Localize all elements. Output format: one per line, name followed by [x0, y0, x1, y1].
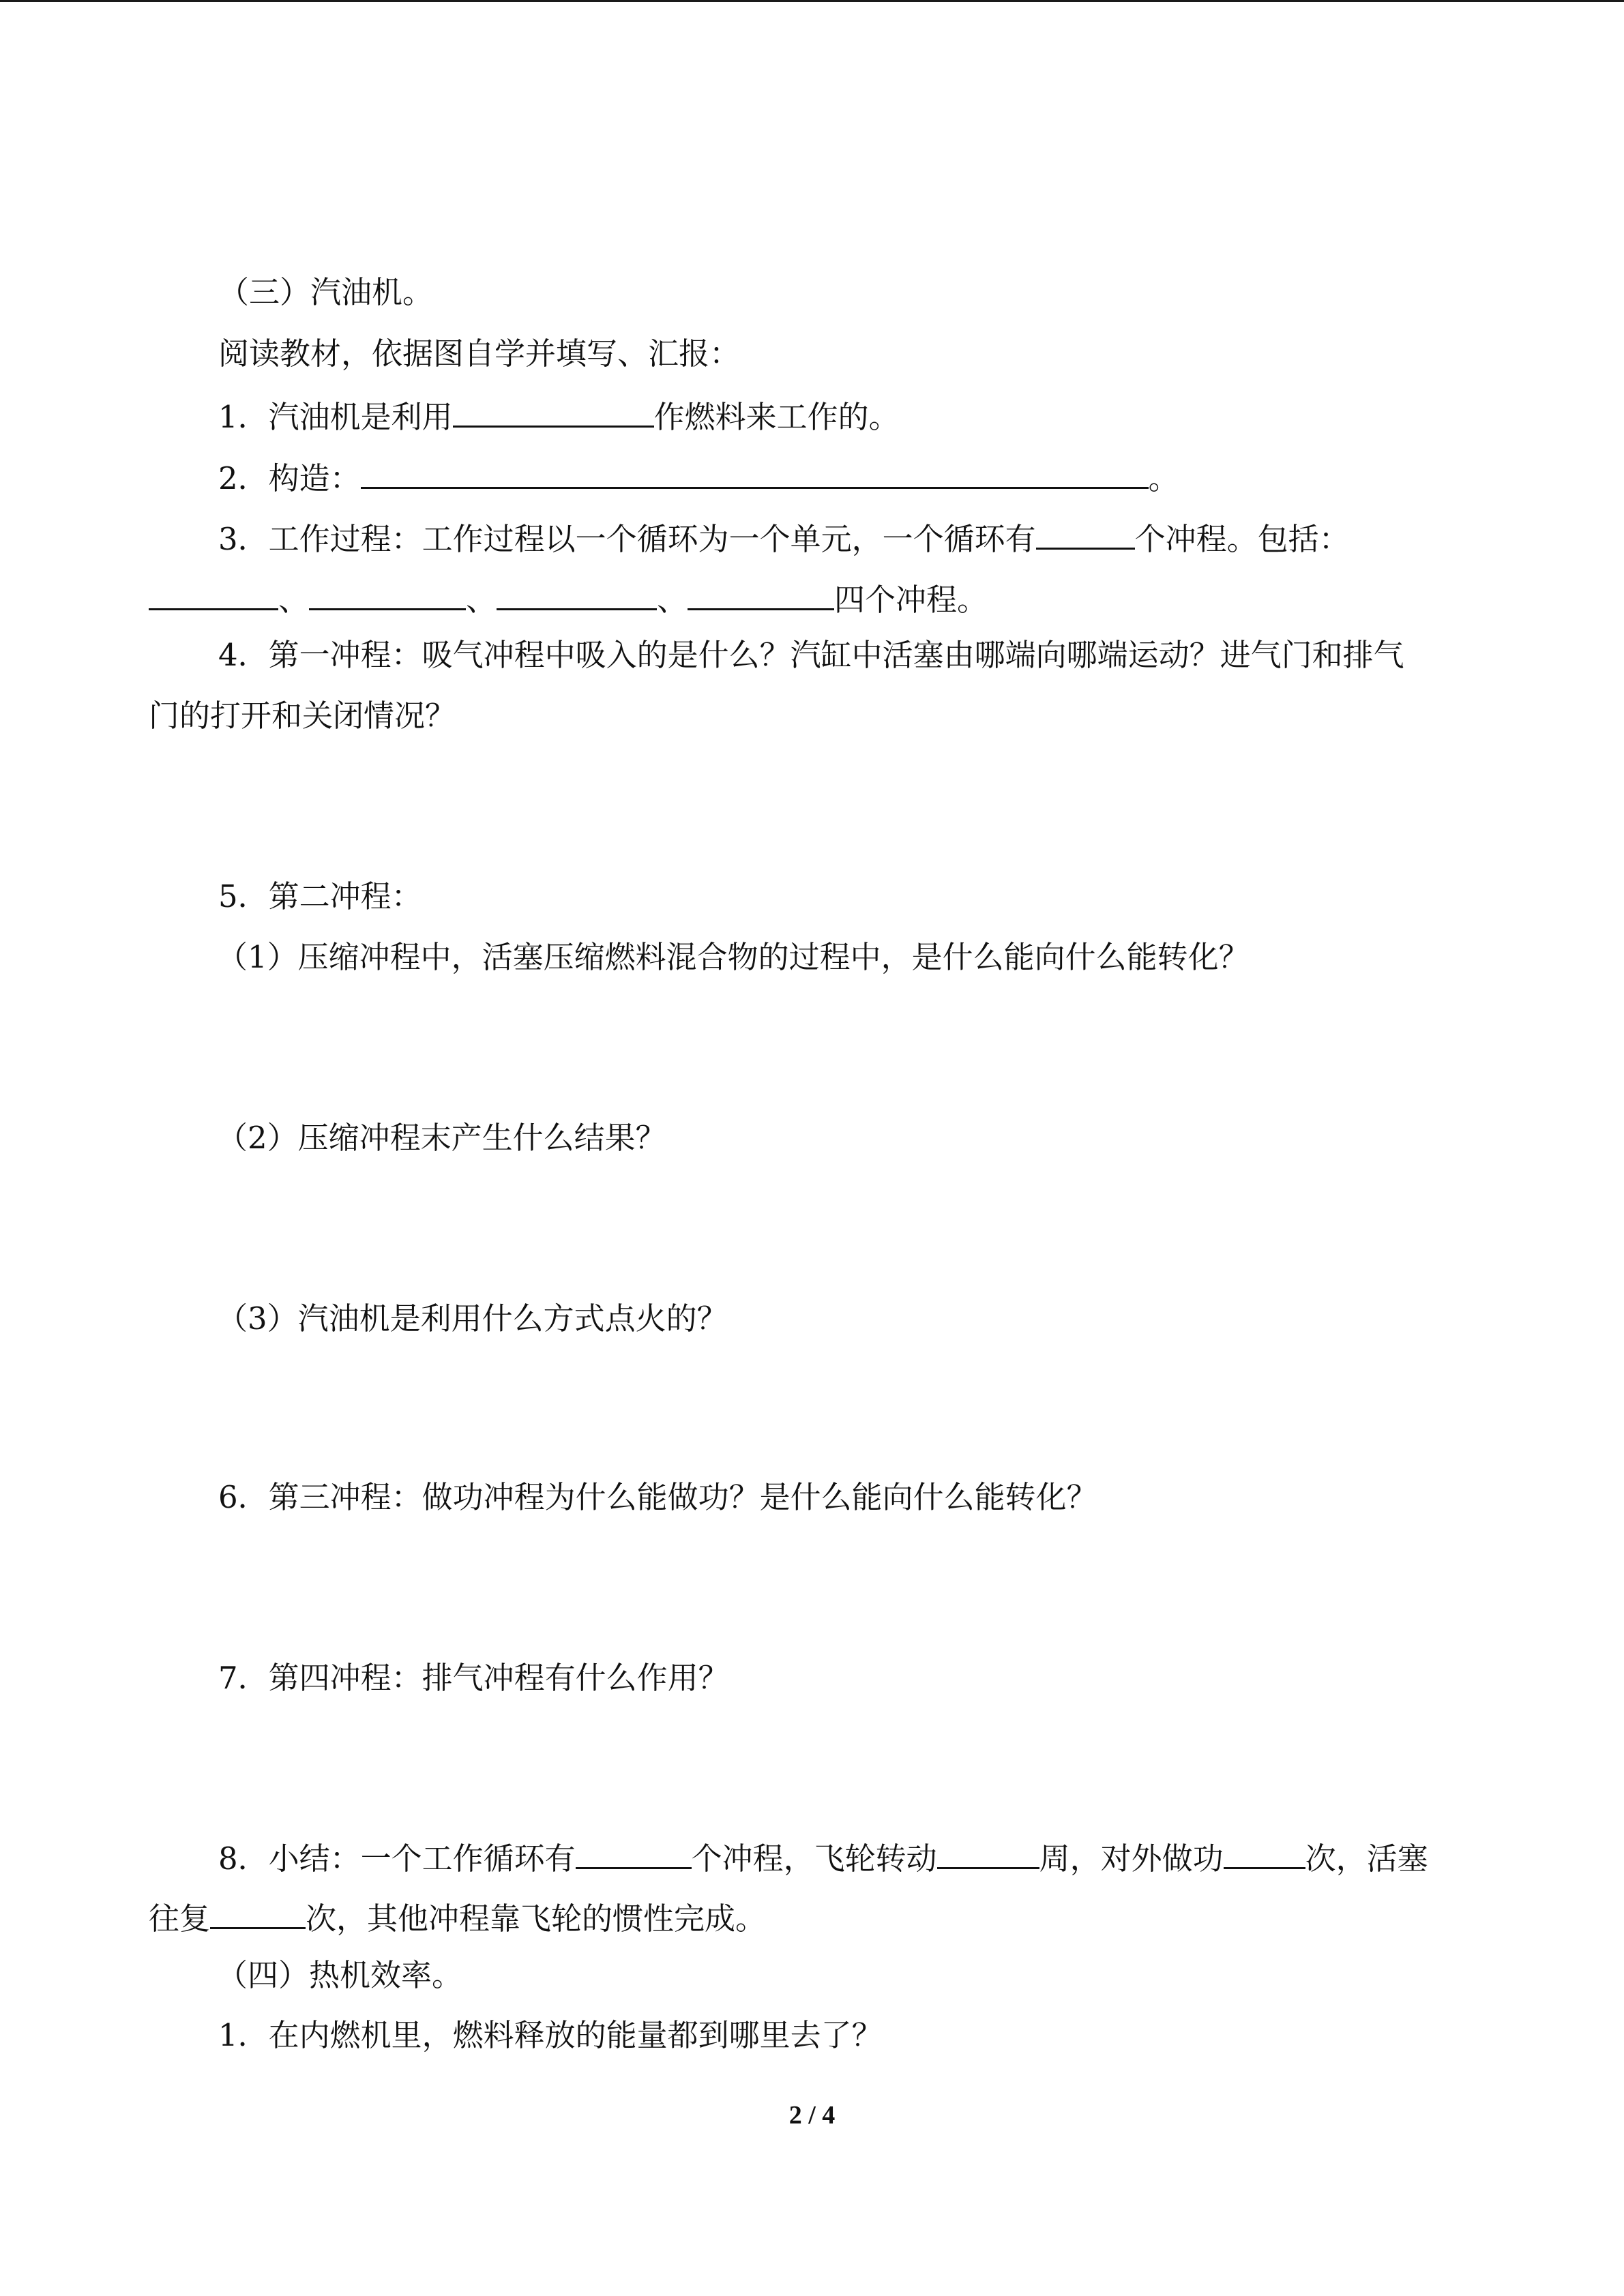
question-1: [218, 394, 900, 438]
question-8-text-d: 次，活塞: [1305, 1840, 1428, 1877]
question-3-text-a: 3．工作过程：工作过程以一个循环为一个单元，一个循环有: [218, 521, 1036, 557]
blank-work-times[interactable]: [1224, 1836, 1305, 1869]
blank-stroke-4[interactable]: [688, 577, 834, 610]
question-1-text-a: 1．汽油机是利用: [218, 399, 453, 435]
page-number: 2 / 4: [788, 2101, 836, 2130]
question-3-text-b: 个冲程。包括：: [1134, 521, 1350, 557]
question-4-line-1: 4．第一冲程：吸气冲程中吸入的是什么？汽缸中活塞由哪端向哪端运动？进气门和排气: [218, 637, 1404, 673]
blank-strokes-per-cycle[interactable]: [576, 1836, 692, 1869]
separator: 、: [657, 582, 688, 618]
question-1-text-b: 作燃料来工作的。: [653, 399, 900, 435]
blank-stroke-3[interactable]: [497, 577, 657, 610]
section-4-question-1: 1．在内燃机里，燃料释放的能量都到哪里去了？: [218, 2017, 883, 2053]
blank-piston-reciprocations[interactable]: [210, 1896, 306, 1929]
question-6: 6．第三冲程：做功冲程为什么能做功？是什么能向什么能转化？: [218, 1479, 1097, 1515]
question-2-text-b: 。: [1148, 460, 1179, 496]
question-5-sub-1: （1）压缩冲程中，活塞压缩燃料混合物的过程中，是什么能向什么能转化？: [217, 939, 1250, 975]
section-3-intro: 阅读教材，依据图自学并填写、汇报：: [218, 336, 741, 372]
question-5-sub-3: （3）汽油机是利用什么方式点火的？: [217, 1300, 728, 1337]
question-5-title: 5．第二冲程：: [218, 878, 422, 914]
separator: 、: [278, 582, 310, 618]
question-7: 7．第四冲程：排气冲程有什么作用？: [218, 1660, 729, 1696]
question-3-text-end: 四个冲程。: [834, 582, 988, 618]
question-8-text-c: 周，对外做功: [1039, 1840, 1224, 1877]
question-3-line-1: [218, 516, 1350, 560]
section-4-title: （四）热机效率。: [217, 1957, 463, 1993]
blank-stroke-count[interactable]: [1036, 516, 1135, 550]
blank-stroke-2[interactable]: [309, 577, 466, 610]
blank-stroke-1[interactable]: [149, 577, 278, 610]
blank-flywheel-turns[interactable]: [937, 1836, 1039, 1869]
question-8-text-f: 次，其他冲程靠飞轮的惯性完成。: [306, 1900, 767, 1937]
section-3-title: （三）汽油机。: [218, 274, 434, 310]
question-2-text-a: 2．构造：: [218, 460, 361, 496]
question-8-line-1: [218, 1836, 1428, 1879]
top-border-line: [0, 0, 1624, 2]
question-4-line-2: 门的打开和关闭情况？: [149, 698, 456, 734]
question-5-sub-2: （2）压缩冲程末产生什么结果？: [217, 1120, 666, 1156]
question-8-line-2: [149, 1896, 766, 1939]
question-2: [218, 456, 1179, 499]
question-8-text-b: 个冲程，飞轮转动: [691, 1840, 937, 1877]
blank-fuel[interactable]: [453, 394, 654, 428]
question-8-text-e: 往复: [149, 1900, 211, 1937]
blank-structure[interactable]: [361, 456, 1149, 489]
separator: 、: [466, 582, 497, 618]
question-3-line-2: [149, 577, 988, 621]
question-8-text-a: 8．小结：一个工作循环有: [218, 1840, 576, 1877]
